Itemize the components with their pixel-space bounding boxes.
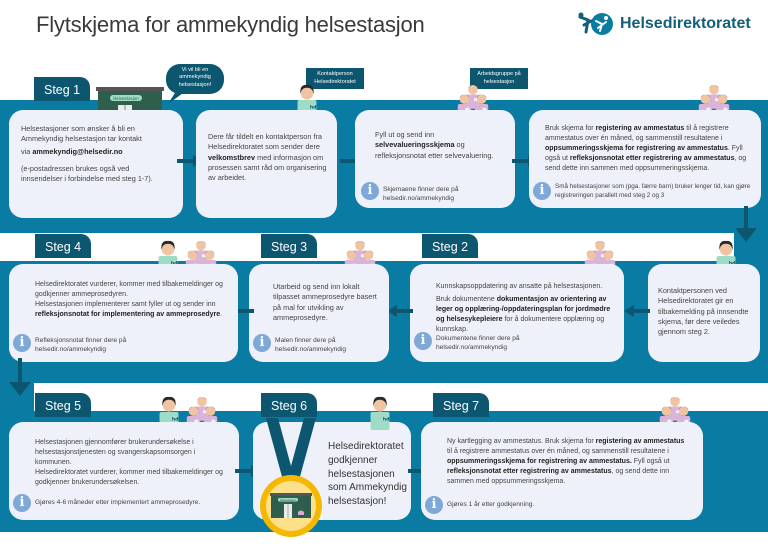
- svg-text:Helsestasjon: Helsestasjon: [113, 95, 139, 101]
- helsedirektoratet-logo: [578, 12, 751, 36]
- step-1b-text: Dere får tildelt en kontaktperson fra Helsedirektoratet som sender dere velkomstbrev med informasjon om prosessen samt råd om organisering av arbeidet.: [208, 132, 327, 183]
- step-1-card: Helsestasjoner som ønsker å bli en Ammekyndig helsestasjon tar kontakt via ammekyndig@helsedir.no (e-postadressen brukes også ved innsendelser i forbindelse med steg 1-7).: [9, 110, 183, 218]
- info-note: i Refleksjonsnotat finner dere på helsedir.no/ammekyndig: [13, 334, 145, 354]
- tab-steg-1: Steg 1: [34, 77, 90, 101]
- speech-bubble: Vi vil bli en ammekyndig helsestasjon!: [166, 64, 224, 94]
- step-5-text-1: Helsestasjonen gjennomfører brukerundersøkelse i helsestasjonstjenesten og svangerskapsomsorgen i kommunen.: [35, 439, 196, 466]
- step-4-text-2: Helsestasjonen implementerer samt fyller ut og sender inn refleksjonsnotat for implementering av ammeprosedyre.: [35, 300, 223, 318]
- info-note: i Gjøres 1 år etter godkjenning.: [425, 496, 534, 514]
- step-4-card: [9, 264, 238, 362]
- step-5-card: [9, 422, 239, 520]
- label-kontaktperson: Kontaktperson Helsedirektoratet: [306, 68, 364, 89]
- arrow-down-icon: [9, 358, 31, 398]
- step-7-text: Ny kartlegging av ammestatus. Bruk skjema for registering av ammestatus til å registrere ammestatus over én måned, og sammenstill resultatene i oppsummeringsskjema for registrering av ammestatus. Fyll også ut refleksjonsnotat etter registrering av ammestatus, og send dette inn sammen med oppsummeringsskjema.: [447, 438, 685, 485]
- info-note: i Malen finner dere på helsedir.no/ammekyndig: [253, 334, 365, 354]
- info-icon: i: [533, 182, 551, 200]
- info-icon: i: [414, 332, 432, 350]
- step-3-text: Utarbeid og send inn lokalt tilpasset ammeprosedyre basert på mal for utvikling av ammeprosedyre.: [273, 282, 377, 323]
- speech-bubble-tail: [168, 88, 192, 104]
- contact-email[interactable]: ammekyndig@helsedir.no: [32, 146, 123, 156]
- info-icon: i: [425, 496, 443, 514]
- info-note: i Små helsestasjoner som (pga. færre barn) bruker lenger tid, kan gjøre registreringen parallelt med steg 2 og 3: [533, 182, 761, 201]
- step-5-text-2: Helsedirektoratet vurderer, kommer med tilbakemeldinger og godkjenner brukerundersøkelsen.: [35, 468, 223, 486]
- page-title: Flytskjema for ammekyndig helsestasjon: [36, 12, 425, 37]
- tab-steg-2: Steg 2: [422, 234, 478, 258]
- step-1c-card: [355, 110, 515, 208]
- svg-text:Helsestasjon: Helsestasjon: [279, 499, 297, 502]
- contact-person-icon: [368, 396, 392, 430]
- step-1-note: (e-postadressen brukes også ved innsendelser i forbindelse med steg 1-7).: [21, 164, 153, 184]
- step-4-text-1: Helsedirektoratet vurderer, kommer med tilbakemeldinger og godkjenner ammeprosedyren.: [35, 281, 223, 298]
- info-note: i Skjemaene finner dere på helsedir.no/ammekyndig: [361, 182, 515, 203]
- feedback-card: [648, 264, 760, 362]
- info-icon: i: [361, 182, 379, 200]
- tab-steg-6: Steg 6: [261, 393, 317, 417]
- label-arbeidsgruppe: Arbeidsgruppe på helsestasjon: [470, 68, 528, 89]
- step-1c-text: Fyll ut og send inn selvevalueringsskjema og refleksjonsnotat etter selvevaluering.: [375, 130, 494, 160]
- step-1-text: Helsestasjoner som ønsker å bli en Ammekyndig helsestasjon tar kontakt: [21, 124, 142, 144]
- step-7-card: [421, 422, 703, 520]
- step-3-card: [249, 264, 389, 362]
- step-2-text-1: Kunnskapsoppdatering av ansatte på helsestasjonen.: [436, 283, 603, 290]
- step-1d-card: [529, 110, 761, 208]
- helsedirektoratet-logo-icon: [578, 12, 614, 36]
- feedback-text: Kontaktpersonen ved Helsedirektoratet gir en tilbakemelding på innsendte skjema, før dere veiledes gjennom steg 2.: [658, 286, 749, 337]
- step-1b-card: [196, 110, 337, 218]
- logo-text: Helsedirektoratet: [620, 15, 751, 32]
- step-2-card: [410, 264, 624, 362]
- tab-steg-3: Steg 3: [261, 234, 317, 258]
- tab-steg-5: Steg 5: [35, 393, 91, 417]
- arrow-left-icon: [387, 305, 413, 317]
- medal-icon: [256, 418, 326, 542]
- step-2-text-2: Bruk dokumentene dokumentasjon av orientering av leger og opplæring-/oppdateringsplan for jordmødre og helsesykepleiere for å dokumentere opplæring og kunnskap.: [436, 295, 611, 333]
- tab-steg-7: Steg 7: [433, 393, 489, 417]
- tab-steg-4: Steg 4: [35, 234, 91, 258]
- info-icon: i: [253, 334, 271, 352]
- info-icon: i: [13, 334, 31, 352]
- arrow-down-icon: [735, 206, 757, 244]
- step-1d-text: Bruk skjema for registering av ammestatus til å registrere ammestatus over én måned, og sammenstill resultatene i oppsummeringsskjema for registrering av ammestatus. Fyll også ut refleksjonsnotat etter registrering av ammestatus, og send dette inn sammen med oppsummeringsskjema.: [545, 125, 747, 172]
- info-icon: i: [13, 494, 31, 512]
- step-6-text: Helsedirektoratet godkjenner helsestasjonen som Ammekyndig helsestasjon!: [328, 441, 407, 508]
- info-note: i Dokumentene finner dere på helsedir.no/ammekyndig: [414, 332, 546, 352]
- info-note: i Gjøres 4-6 måneder etter implementert ammeprosedyre.: [13, 494, 200, 512]
- arrow-left-icon: [624, 305, 650, 317]
